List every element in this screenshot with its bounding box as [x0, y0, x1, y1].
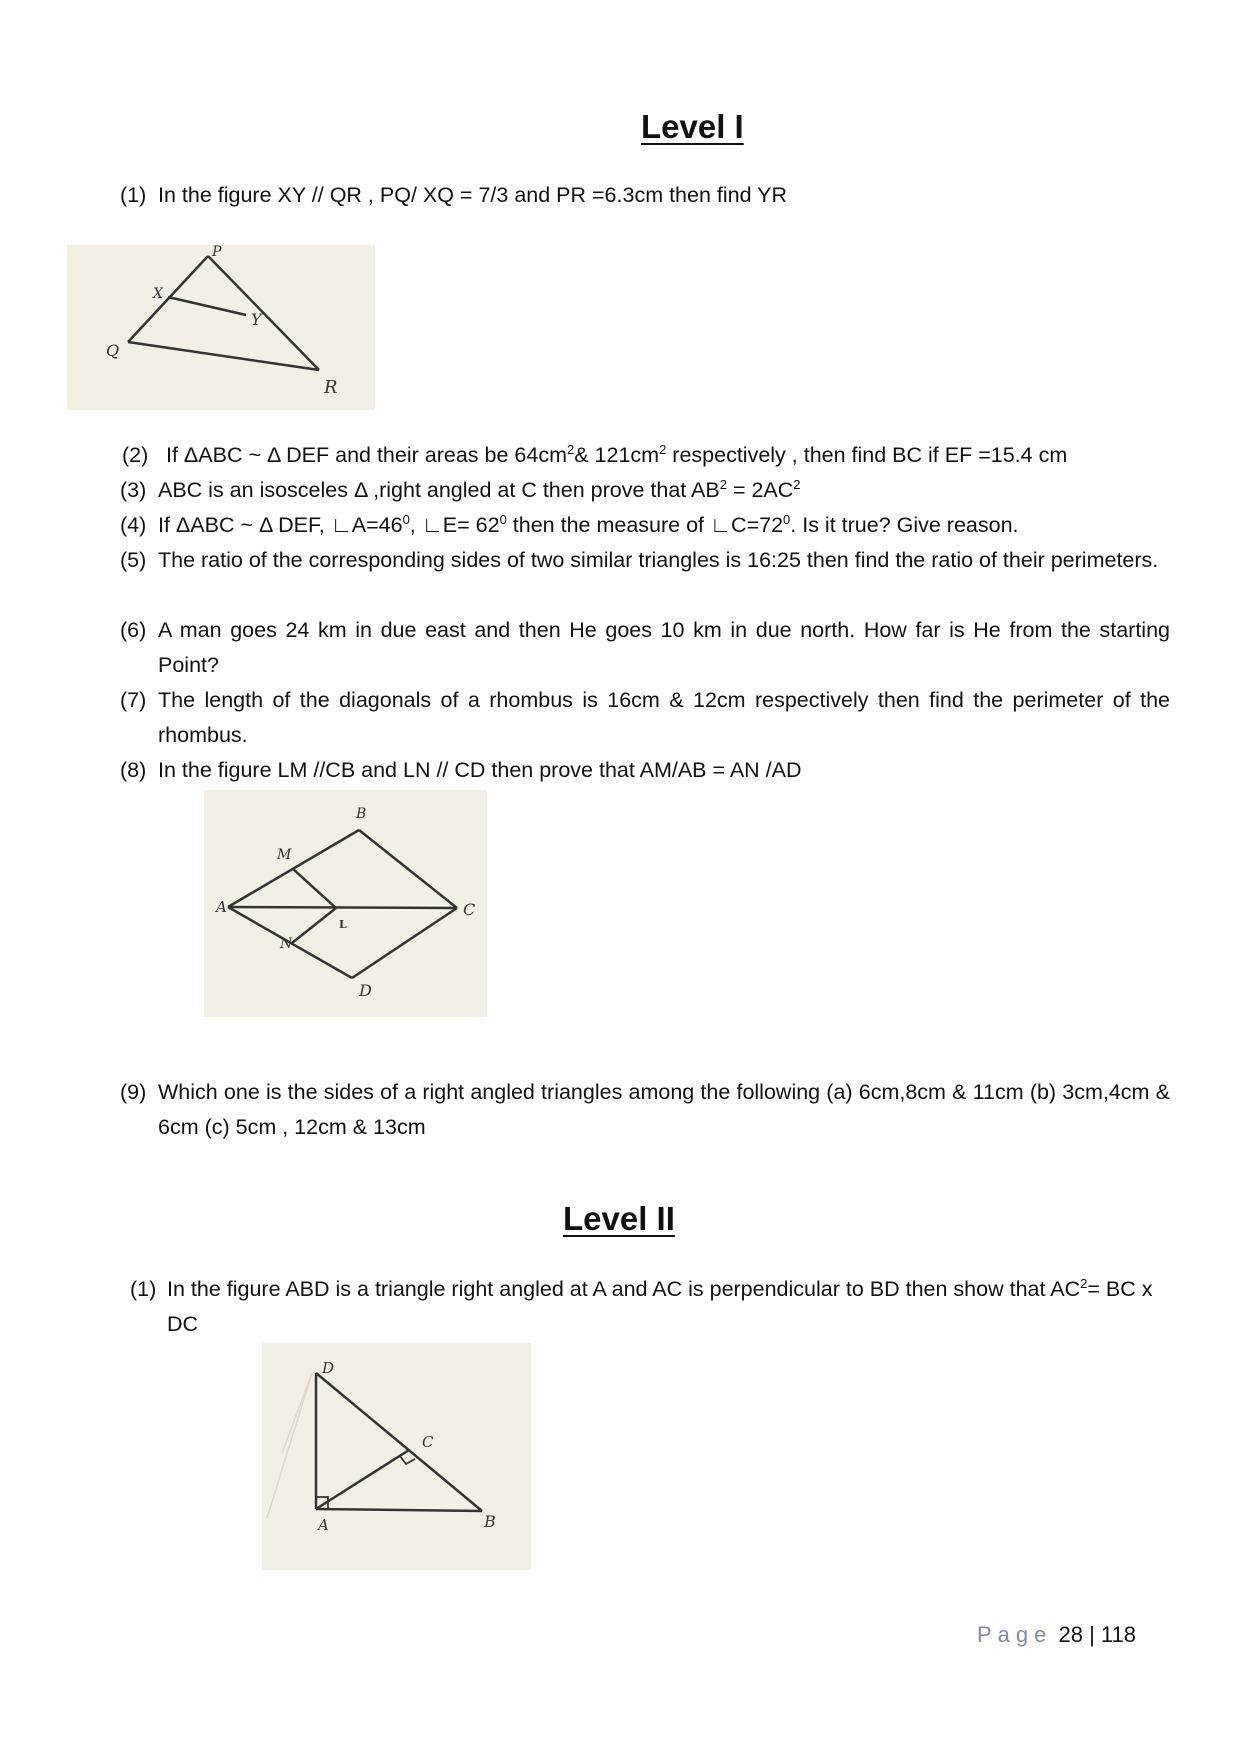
- label-l: L: [339, 918, 347, 931]
- question-text: In the figure XY // QR , PQ/ XQ = 7/3 and PR =6.3cm then find YR: [158, 183, 788, 207]
- label-m: M: [277, 847, 292, 863]
- question-number: (7): [120, 688, 147, 712]
- segment-xy: [168, 297, 246, 315]
- question-text: Which one is the sides of a right angled triangles among the following (a) 6cm,8cm & 11cm (b) 3cm,4cm & 6cm (c) 5cm , 12cm & 13cm: [158, 1080, 1170, 1139]
- side-pq: [128, 256, 208, 342]
- rhombus-abcd-figure: [204, 790, 487, 1017]
- right-triangle-abd-figure: [262, 1343, 531, 1570]
- question-text: In the figure LM //CB and LN // CD then prove that AM/AB = AN /AD: [158, 758, 802, 782]
- question-text: If ΔABC ~ Δ DEF, $∟A=46^0$, ∟E= $62^0$ then the measure of $∟C=72^0$. Is it true? Give reason.: [158, 511, 1019, 537]
- question-number: (1): [120, 183, 147, 207]
- question-6: [120, 613, 1170, 683]
- question-number: (6): [120, 618, 147, 642]
- side-bc: [359, 830, 457, 908]
- question-text: If ΔABC ~ Δ DEF and their areas be $64cm^2\&$ $121cm^2$ respectively , then find BC if EF =15.4 cm: [166, 441, 1068, 467]
- side-cd: [352, 908, 457, 978]
- question-number: (8): [120, 758, 147, 782]
- question-text: In the figure ABD is a triangle right angled at A and AC is perpendicular to BD then show that $AC^2=$ BC x DC: [167, 1275, 1153, 1336]
- question-text: ABC is an isosceles Δ ,right angled at C then prove that $AB^2 = 2AC^2$: [158, 476, 801, 502]
- label-y: Y: [251, 310, 262, 329]
- label-p: P: [212, 245, 222, 260]
- question-number: (3): [120, 478, 147, 502]
- question-7: [120, 683, 1170, 753]
- question-number: (1): [130, 1277, 157, 1301]
- level-1-heading: Level I: [641, 108, 744, 145]
- label-n: N: [280, 936, 293, 952]
- question-number: (4): [120, 513, 147, 537]
- label-c: C: [422, 1433, 434, 1451]
- label-b: B: [484, 1512, 496, 1531]
- question-text: A man goes 24 km in due east and then He goes 10 km in due north. How far is He from the starting Point?: [158, 618, 1170, 677]
- side-pr: [208, 256, 319, 370]
- segment-ln: [292, 908, 336, 943]
- label-b: B: [356, 806, 367, 822]
- label-a: A: [318, 1516, 329, 1534]
- level-2-question-1: [130, 1272, 1172, 1342]
- triangle-pqr-figure: [67, 245, 375, 410]
- question-9: [120, 1075, 1170, 1145]
- segment-ac: [316, 1450, 409, 1509]
- page-footer: [977, 1622, 1136, 1648]
- question-number: (5): [120, 548, 147, 572]
- side-bd: [316, 1373, 482, 1511]
- page-word: Page: [977, 1622, 1053, 1647]
- label-d: D: [322, 1359, 335, 1377]
- label-r: R: [324, 377, 338, 398]
- diagonal-ac: [228, 907, 457, 908]
- side-qr: [128, 342, 319, 370]
- question-8: [120, 753, 1170, 788]
- side-ab: [316, 1509, 482, 1511]
- label-d: D: [359, 981, 372, 1000]
- label-x: X: [153, 286, 163, 302]
- level-2-heading: Level II: [563, 1200, 675, 1237]
- label-a: A: [216, 898, 227, 916]
- question-number: (2): [122, 443, 149, 467]
- label-q: Q: [106, 341, 120, 360]
- page-number: 28 | 118: [1058, 1622, 1136, 1647]
- segment-ml: [293, 869, 336, 908]
- question-text: The length of the diagonals of a rhombus is 16cm & 12cm respectively then find the perimeter of the rhombus.: [158, 688, 1170, 747]
- question-2: [122, 438, 1172, 473]
- question-number: (9): [120, 1080, 147, 1104]
- question-1: [120, 178, 1170, 213]
- label-c: C: [463, 900, 476, 919]
- question-text: The ratio of the corresponding sides of two similar triangles is 16:25 then find the ratio of their perimeters.: [158, 548, 1159, 572]
- question-5: [120, 543, 1170, 578]
- question-3: [120, 473, 1170, 508]
- question-4: [120, 508, 1170, 543]
- right-angle-mark-c: [400, 1456, 415, 1464]
